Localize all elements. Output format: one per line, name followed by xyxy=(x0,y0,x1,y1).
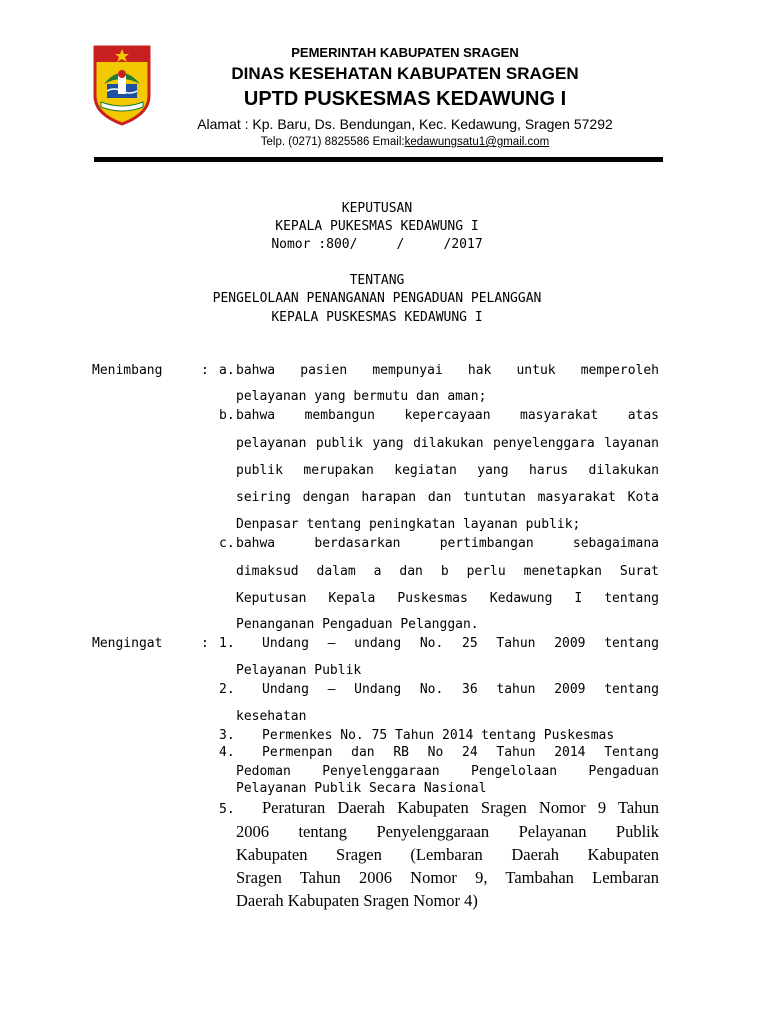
tentang-heading: TENTANG xyxy=(349,273,405,288)
menimbang-colon: : xyxy=(201,363,209,378)
mengingat-5-line: Kabupaten Sragen (Lembaran Daerah Kabupaten xyxy=(236,845,659,864)
mengingat-5-line: 2006 tentang Penyelenggaraan Pelayanan Publik xyxy=(236,822,659,841)
mengingat-2-line: kesehatan xyxy=(236,709,307,724)
decree-heading: KEPUTUSAN xyxy=(341,201,413,216)
decree-number: Nomor :800/ / /2017 xyxy=(271,237,483,252)
menimbang-a-line: bahwa pasien mempunyai hak untuk memperoleh xyxy=(236,363,659,378)
mengingat-4-marker: 4. xyxy=(219,745,235,760)
menimbang-c-line: dimaksud dalam a dan b perlu menetapkan Surat xyxy=(236,564,659,579)
mengingat-colon: : xyxy=(201,636,209,651)
contact-line xyxy=(150,136,660,148)
mengingat-1-marker: 1. xyxy=(219,636,235,651)
mengingat-5-line: Daerah Kabupaten Sragen Nomor 4) xyxy=(236,891,478,910)
mengingat-1-line: Undang – undang No. 25 Tahun 2009 tentang xyxy=(262,636,659,651)
mengingat-2-marker: 2. xyxy=(219,682,235,697)
mengingat-1-line: Pelayanan Publik xyxy=(236,663,362,678)
menimbang-c-marker: c. xyxy=(219,536,235,551)
menimbang-c-line: Penanganan Pengaduan Pelanggan. xyxy=(236,617,479,632)
letterhead-divider xyxy=(94,157,663,162)
menimbang-b-line: Denpasar tentang peningkatan layanan publik; xyxy=(236,517,581,532)
mengingat-5-marker: 5. xyxy=(219,802,235,817)
mengingat-4-line: Pelayanan Publik Secara Nasional xyxy=(236,781,487,796)
sragen-regency-emblem xyxy=(92,44,152,126)
mengingat-5-line: Peraturan Daerah Kabupaten Sragen Nomor 9 Tahun xyxy=(262,798,659,817)
menimbang-b-line: bahwa membangun kepercayaan masyarakat atas xyxy=(236,408,659,423)
unit-title: UPTD PUSKESMAS KEDAWUNG I xyxy=(243,88,567,110)
menimbang-label: Menimbang xyxy=(92,363,163,378)
mengingat-2-line: Undang – Undang No. 36 tahun 2009 tentang xyxy=(262,682,659,697)
menimbang-a-line: pelayanan yang bermutu dan aman; xyxy=(236,389,487,404)
mengingat-3-line: Permenkes No. 75 Tahun 2014 tentang Puskesmas xyxy=(262,728,615,743)
menimbang-b-line: publik merupakan kegiatan yang harus dilakukan xyxy=(236,463,659,478)
menimbang-b-line: pelayanan publik yang dilakukan penyelenggara layanan xyxy=(236,436,659,451)
menimbang-b-line: seiring dengan harapan dan tuntutan masyarakat Kota xyxy=(236,490,659,505)
menimbang-a-marker: a. xyxy=(219,363,235,378)
mengingat-4-line: Pedoman Penyelenggaraan Pengelolaan Pengaduan xyxy=(236,764,659,779)
email-link[interactable]: kedawungsatu1@gmail.com xyxy=(404,136,550,148)
menimbang-b-marker: b. xyxy=(219,408,235,423)
mengingat-label: Mengingat xyxy=(92,636,163,651)
address-line: Alamat : Kp. Baru, Ds. Bendungan, Kec. Kedawung, Sragen 57292 xyxy=(197,116,613,132)
decree-subject: PENGELOLAAN PENANGANAN PENGADUAN PELANGGAN xyxy=(212,291,542,306)
decree-issuer-repeat: KEPALA PUSKESMAS KEDAWUNG I xyxy=(271,310,483,325)
mengingat-5-line: Sragen Tahun 2006 Nomor 9, Tambahan Lembaran xyxy=(236,868,659,887)
menimbang-c-line: Keputusan Kepala Puskesmas Kedawung I tentang xyxy=(236,591,659,606)
menimbang-c-line: bahwa berdasarkan pertimbangan sebagaimana xyxy=(236,536,659,551)
decree-issuer: KEPALA PUKESMAS KEDAWUNG I xyxy=(275,219,479,234)
mengingat-3-marker: 3. xyxy=(219,728,235,743)
government-title: PEMERINTAH KABUPATEN SRAGEN xyxy=(291,45,519,60)
department-title: DINAS KESEHATAN KABUPATEN SRAGEN xyxy=(231,64,579,83)
mengingat-4-line: Permenpan dan RB No 24 Tahun 2014 Tentang xyxy=(262,745,659,760)
phone-text: Telp. (0271) 8825586 Email: xyxy=(260,136,405,148)
